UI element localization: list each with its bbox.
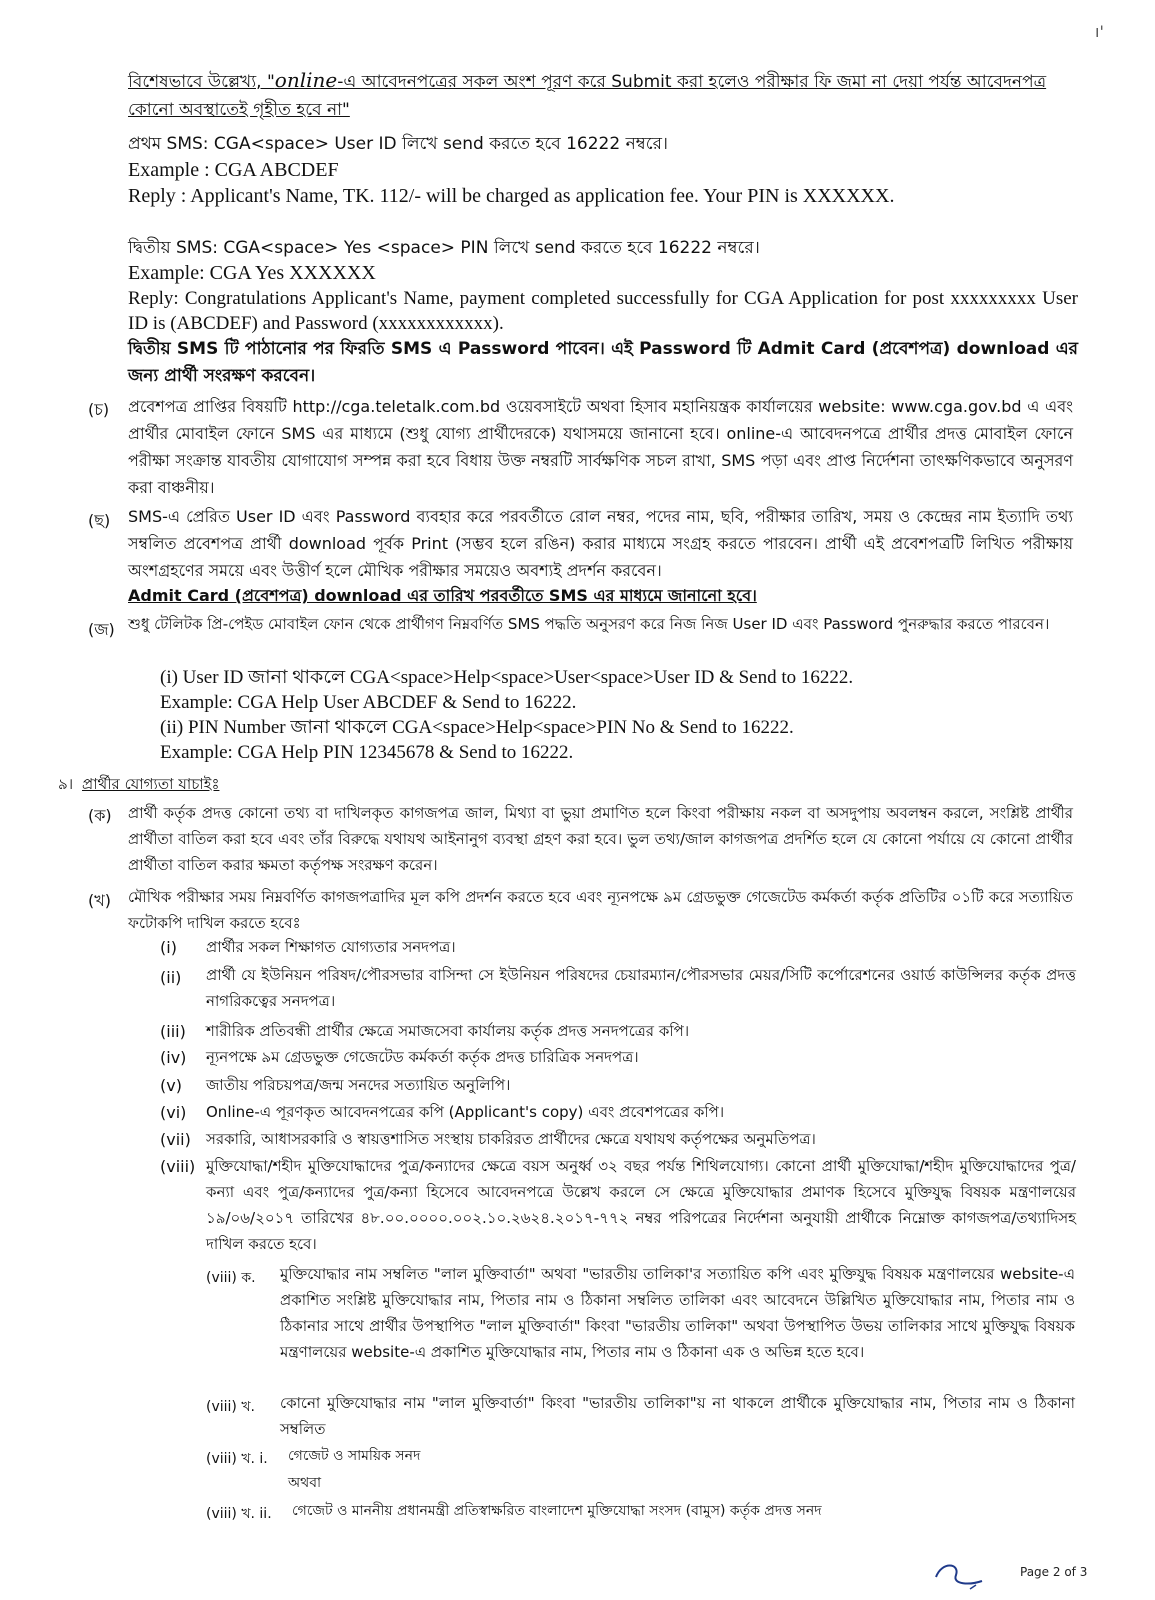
sms-second: দ্বিতীয় SMS: CGA<space> Yes <space> PIN লিখে send করতে হবে 16222 নম্বরে। [128, 238, 760, 258]
notice-prefix: বিশেষভাবে উল্লেখ্য, " [128, 72, 275, 92]
item-ja-ii-example: Example: CGA Help PIN 12345678 & Send to 16222. [160, 742, 574, 763]
list-item-number: (ii) [160, 968, 182, 987]
sms-second-reply: Reply: Congratulations Applicant's Name, payment completed successfully for CGA Application for post xxxxxxxxx User ID is (ABCDEF) and Password (xxxxxxxxxxxx). [128, 288, 1078, 334]
notice-paragraph [128, 66, 1078, 124]
viii-ka-text: মুক্তিযোদ্ধার নাম সম্বলিত "লাল মুক্তিবার্তা" অথবা "ভারতীয় তালিকা'র সত্যায়িত কপি এবং মুক্তিযুদ্ধ বিষয়ক মন্ত্রণালয়ের website-এ প্রকাশিত সংশ্লিষ্ট মুক্তিযোদ্ধার নাম, পিতার নাম ও ঠিকানা সম্বলিত তালিকা এবং আবেদনে উল্লিখিত মুক্তিযোদ্ধার নাম, পিতার নাম ও ঠিকানার সাথে প্রার্থীর উপস্থাপিত "লাল মুক্তিবার্তা" কিংবা "ভারতীয় তালিকা" অথবা উপস্থাপিত উভয় তালিকার সাথে মুক্তিযুদ্ধ বিষয়ক মন্ত্রণালয়ের website-এ প্রকাশিত মুক্তিযোদ্ধার নাম, পিতার নাম ও ঠিকানা এক ও অভিন্ন হতে হবে। [280, 1265, 1075, 1361]
item-ja-i: (i) User ID জানা থাকলে CGA<space>Help<space>User<space>User ID & Send to 16222. [160, 667, 854, 688]
list-item-text: ন্যূনপক্ষে ৯ম গ্রেডভুক্ত গেজেটেড কর্মকর্তা কর্তৃক প্রদত্ত চারিত্রিক সনদপত্র। [206, 1048, 639, 1066]
notice-rest: -এ আবেদনপত্রের সকল অংশ পূরণ করে Submit করা হলেও পরীক্ষার ফি জমা না দেয়া পর্যন্ত আবেদনপত্র কোনো অবস্থাতেই গৃহীত হবে না" [128, 72, 1047, 120]
item-ja-text: শুধু টেলিটক প্রি-পেইড মোবাইল ফোন থেকে প্রার্থীগণ নিম্নবর্ণিত SMS পদ্ধতি অনুসরণ করে নিজ নিজ User ID এবং Password পুনরুদ্ধার করতে পারবেন। [128, 615, 1050, 633]
viii-kha-ii-label: (viii) খ. ii. [206, 1506, 272, 1522]
s9-ka-label: (ক) [88, 806, 112, 825]
viii-kha-label: (viii) খ. [206, 1399, 255, 1415]
item-chha-label: (ছ) [88, 511, 111, 530]
list-item-number: (vii) [160, 1130, 191, 1149]
viii-kha-i-text: গেজেট ও সাময়িক সনদ [288, 1448, 421, 1464]
list-item-number: (i) [160, 938, 177, 957]
viii-kha-ii-text: গেজেট ও মাননীয় প্রধানমন্ত্রী প্রতিস্বাক্ষরিত বাংলাদেশ মুক্তিযোদ্ধা সংসদ (বামুস) কর্তৃক প্রদত্ত সনদ [292, 1503, 822, 1519]
item-ja-label: (জ) [88, 620, 115, 639]
item-chha-bold: Admit Card (প্রবেশপত্র) download এর তারিখ পরবর্তীতে SMS এর মাধ্যমে জানানো হবে। [128, 586, 757, 605]
page-number: Page 2 of 3 [1020, 1565, 1088, 1579]
item-cha-text: প্রবেশপত্র প্রাপ্তির বিষয়টি http://cga.teletalk.com.bd ওয়েবসাইটে অথবা হিসাব মহানিয়ন্ত্রক কার্যালয়ের website: www.cga.gov.bd এ এবং প্রার্থীর মোবাইল ফোনে SMS এর মাধ্যমে (শুধু যোগ্য প্রার্থীদেরকে) যথাসময়ে জানানো হবে। online-এ আবেদনপত্রে প্রার্থীর প্রদত্ত মোবাইল ফোনে পরীক্ষা সংক্রান্ত যাবতীয় যোগাযোগ সম্পন্ন করা হবে বিধায় উক্ত নম্বরটি সার্বক্ষণিক সচল রাখা, SMS পড়া এবং প্রাপ্ত নির্দেশনা তাৎক্ষণিকভাবে অনুসরণ করা বাঞ্চনীয়। [128, 397, 1073, 497]
list-item-text: জাতীয় পরিচয়পত্র/জন্ম সনদের সত্যায়িত অনুলিপি। [206, 1076, 511, 1094]
sms-second-example: Example: CGA Yes XXXXXX [128, 262, 376, 284]
list-item-text: Online-এ পূরণকৃত আবেদনপত্রের কপি (Applicant's copy) এবং প্রবেশপত্রের কপি। [206, 1103, 725, 1121]
s9-kha-text: মৌখিক পরীক্ষার সময় নিম্নবর্ণিত কাগজপত্রাদির মূল কপি প্রদর্শন করতে হবে এবং ন্যূনপক্ষে ৯ম গ্রেডভুক্ত গেজেটেড কর্মকর্তা কর্তৃক প্রতিটির ০১টি করে সত্যায়িত ফটোকপি দাখিল করতে হবেঃ [128, 888, 1073, 932]
list-item-number: (v) [160, 1076, 182, 1095]
list-item-number: (viii) [160, 1157, 196, 1176]
sms-first: প্রথম SMS: CGA<space> User ID লিখে send করতে হবে 16222 নম্বরে। [128, 134, 669, 154]
viii-ka-label: (viii) ক. [206, 1270, 256, 1286]
sms-after: দ্বিতীয় SMS টি পাঠানোর পর ফিরতি SMS এ Password পাবেন। এই Password টি Admit Card (প্রবেশপত্র) download এর জন্য প্রার্থী সংরক্ষণ করবেন। [128, 339, 1078, 386]
list-item-text: সরকারি, আধাসরকারি ও স্বায়ত্তশাসিত সংস্থায় চাকরিরত প্রার্থীদের ক্ষেত্রে যথাযথ কর্তৃপক্ষের অনুমতিপত্র। [206, 1130, 816, 1148]
list-item-number: (iv) [160, 1048, 187, 1067]
item-cha-label: (চ) [88, 400, 110, 419]
sms-first-example: Example : CGA ABCDEF [128, 159, 339, 181]
or-text: অথবা [288, 1475, 322, 1491]
list-item-text: শারীরিক প্রতিবন্ধী প্রার্থীর ক্ষেত্রে সমাজসেবা কার্যালয় কর্তৃক প্রদত্ত সনদপত্রের কপি। [206, 1022, 690, 1040]
s9-kha-label: (খ) [88, 891, 111, 910]
sms-first-reply: Reply : Applicant's Name, TK. 112/- will be charged as application fee. Your PIN is XXXXXX. [128, 185, 895, 207]
viii-kha-i-label: (viii) খ. i. [206, 1451, 268, 1467]
section9-number: ৯। [58, 775, 74, 793]
item-ja-i-example: Example: CGA Help User ABCDEF & Send to 16222. [160, 692, 577, 713]
list-item-text: প্রার্থীর সকল শিক্ষাগত যোগ্যতার সনদপত্র। [206, 938, 456, 956]
section9-heading: প্রার্থীর যোগ্যতা যাচাইঃ [82, 775, 220, 793]
notice-online: online [274, 68, 338, 92]
list-item-number: (vi) [160, 1103, 187, 1122]
list-item-text: মুক্তিযোদ্ধা/শহীদ মুক্তিযোদ্ধাদের পুত্র/কন্যাদের ক্ষেত্রে বয়স অনুর্ধ্ব ৩২ বছর পর্যন্ত শিথিলযোগ্য। কোনো প্রার্থী মুক্তিযোদ্ধা/শহীদ মুক্তিযোদ্ধাদের পুত্র/কন্যা এবং পুত্র/কন্যাদের পুত্র/কন্যা হিসেবে আবেদনপত্রে উল্লেখ করলে সে ক্ষেত্রে মুক্তিযোদ্ধার প্রমাণক হিসেবে মুক্তিযুদ্ধ বিষয়ক মন্ত্রণালয়ের ১৯/০৬/২০১৭ তারিখের ৪৮.০০.০০০০.০০২.১০.২৬২৪.২০১৭-৭৭২ নম্বর পরিপত্রের নির্দেশনা অনুযায়ী প্রার্থীকে নিম্নোক্ত কাগজপত্র/তথ্যাদিসহ দাখিল করতে হবে। [206, 1157, 1076, 1253]
s9-ka-text: প্রার্থী কর্তৃক প্রদত্ত কোনো তথ্য বা দাখিলকৃত কাগজপত্র জাল, মিথ্যা বা ভুয়া প্রমাণিত হলে কিংবা পরীক্ষায় নকল বা অসদুপায় অবলম্বন করলে, সংশ্লিষ্ট প্রার্থীর প্রার্থীতা বাতিল করা হবে এবং তাঁর বিরুদ্ধে যথাযথ আইনানুগ ব্যবস্থা গ্রহণ করা হবে। ভুল তথ্য/জাল কাগজপত্র প্রদর্শিত হলে যে কোনো পর্যায়ে যে কোনো প্রার্থীর প্রার্থীতা বাতিল করার ক্ষমতা কর্তৃপক্ষ সংরক্ষণ করেন। [128, 804, 1073, 874]
corner-mark: ı' [1095, 22, 1104, 41]
signature-mark [930, 1555, 990, 1595]
viii-kha-text: কোনো মুক্তিযোদ্ধার নাম "লাল মুক্তিবার্তা" কিংবা "ভারতীয় তালিকা"য় না থাকলে প্রার্থীকে মুক্তিযোদ্ধার নাম, পিতার নাম ও ঠিকানা সম্বলিত [280, 1394, 1075, 1438]
list-item-text: প্রার্থী যে ইউনিয়ন পরিষদ/পৌরসভার বাসিন্দা সে ইউনিয়ন পরিষদের চেয়ারম্যান/পৌরসভার মেয়র/সিটি কর্পোরেশনের ওয়ার্ড কাউন্সিলর কর্তৃক প্রদত্ত নাগরিকত্বের সনদপত্র। [206, 966, 1076, 1010]
item-ja-ii: (ii) PIN Number জানা থাকলে CGA<space>Help<space>PIN No & Send to 16222. [160, 717, 794, 738]
list-item-number: (iii) [160, 1022, 186, 1041]
item-chha-text: SMS-এ প্রেরিত User ID এবং Password ব্যবহার করে পরবর্তীতে রোল নম্বর, পদের নাম, ছবি, পরীক্ষার তারিখ, সময় ও কেন্দ্রের নাম ইত্যাদি তথ্য সম্বলিত প্রবেশপত্র প্রার্থী download পূর্বক Print (সম্ভব হলে রঙিন) করার মাধ্যমে সংগ্রহ করতে পারবেন। প্রার্থী এই প্রবেশপত্রটি লিখিত পরীক্ষায় অংশগ্রহণের সময়ে এবং উত্তীর্ণ হলে মৌখিক পরীক্ষার সময়েও অবশ্যই প্রদর্শন করবেন। [128, 507, 1073, 580]
